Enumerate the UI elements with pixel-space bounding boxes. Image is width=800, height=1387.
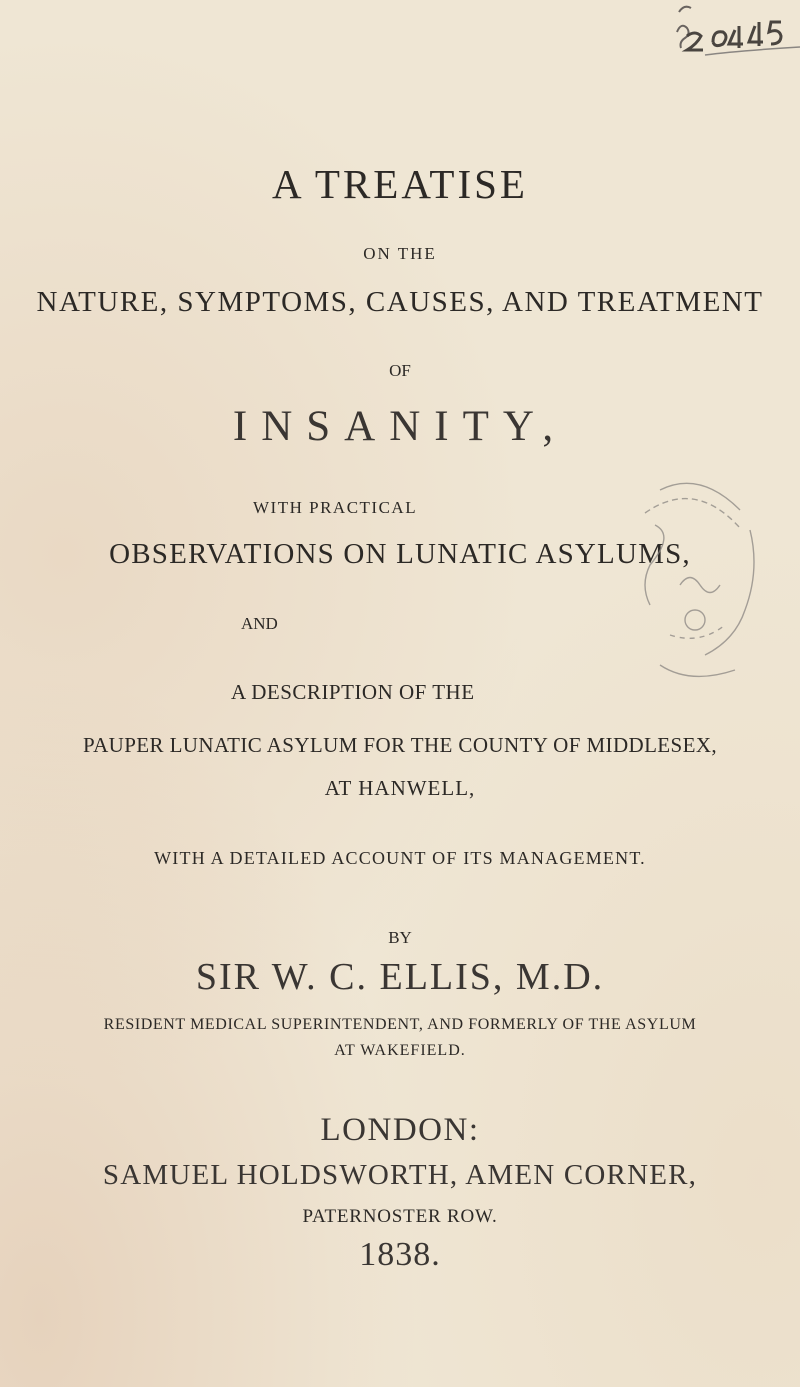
asylum-name: PAUPER LUNATIC ASYLUM FOR THE COUNTY OF MIDDLESEX, xyxy=(82,733,718,757)
shelfmark-handwriting xyxy=(665,0,800,70)
with-practical: WITH PRACTICAL xyxy=(253,498,418,517)
title: A TREATISE xyxy=(272,161,528,207)
detailed-account: WITH A DETAILED ACCOUNT OF ITS MANAGEMENT. xyxy=(154,848,646,868)
author-title-2: AT WAKEFIELD. xyxy=(334,1042,466,1059)
location: AT HANWELL, xyxy=(324,776,476,800)
description: A DESCRIPTION OF THE xyxy=(231,680,475,704)
year: 1838. xyxy=(359,1236,441,1273)
on-the: ON THE xyxy=(363,244,437,263)
and: AND xyxy=(241,614,278,633)
observations: OBSERVATIONS ON LUNATIC ASYLUMS, xyxy=(109,538,691,570)
subject: INSANITY, xyxy=(232,403,568,450)
author-title-1: RESIDENT MEDICAL SUPERINTENDENT, AND FORMERLY OF THE ASYLUM xyxy=(103,1016,697,1033)
publisher-address: PATERNOSTER ROW. xyxy=(302,1206,498,1227)
subject-line: NATURE, SYMPTOMS, CAUSES, AND TREATMENT xyxy=(36,286,764,318)
author: SIR W. C. ELLIS, M.D. xyxy=(195,956,605,998)
city: LONDON: xyxy=(320,1112,480,1148)
of: OF xyxy=(389,361,411,380)
library-stamp xyxy=(600,465,760,725)
by: BY xyxy=(388,928,412,947)
publisher: SAMUEL HOLDSWORTH, AMEN CORNER, xyxy=(102,1159,698,1191)
